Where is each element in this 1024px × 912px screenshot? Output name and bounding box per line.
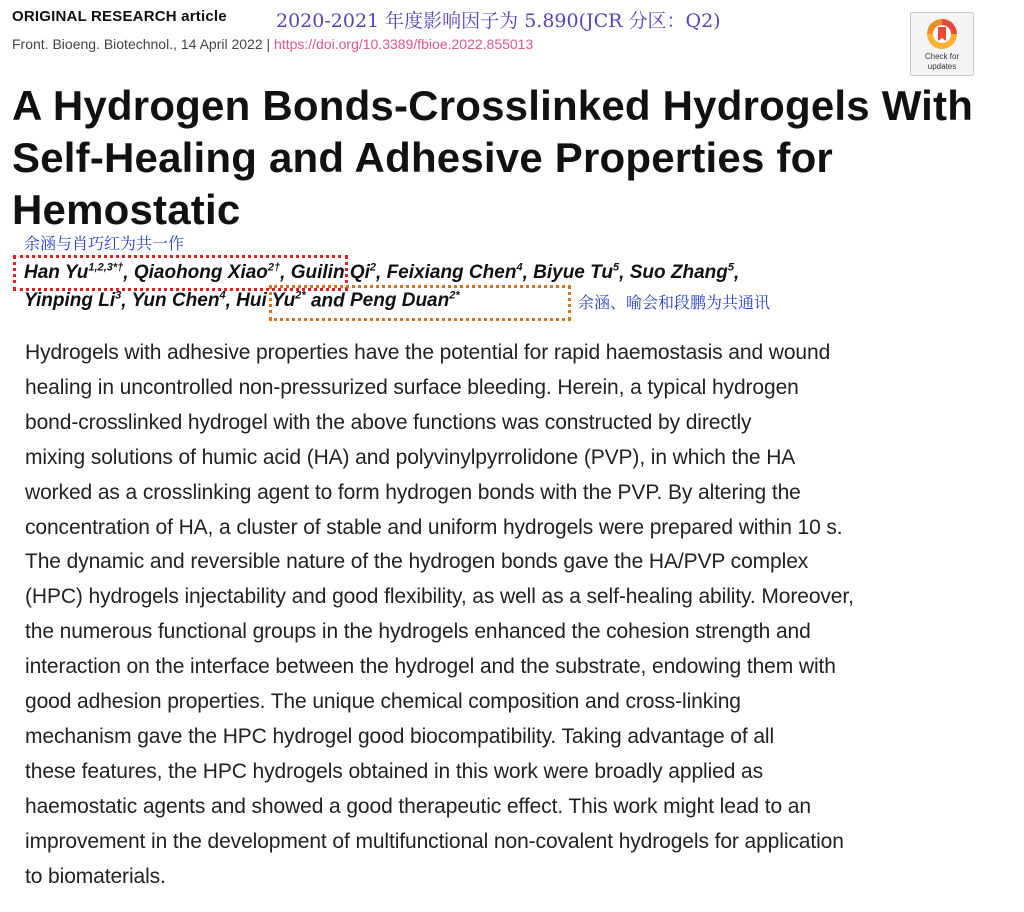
abstract-line: mechanism gave the HPC hydrogel good biocompatibility. Taking advantage of all [25, 724, 775, 748]
co-corresponding-highlight-box [269, 285, 571, 321]
abstract-line: mixing solutions of humic acid (HA) and polyvinylpyrrolidone (PVP), in which the HA [25, 445, 796, 469]
author-yinping-li[interactable]: Yinping Li$^3$ [24, 290, 122, 312]
co-first-author-note: 余涵与肖巧红为共一作 [24, 234, 185, 253]
abstract-line: haemostatic agents and showed a good therapeutic effect. This work might lead to an [25, 794, 811, 818]
author-qiaohong-xiao[interactable]: Qiaohong Xiao$^{2\dagger}$ [133, 262, 281, 284]
abstract-line: The dynamic and reversible nature of the hydrogen bonds gave the HA/PVP complex [25, 550, 809, 574]
authors-line-1: Han $Yu^{1,2,3*\dagger}$, Qiaohong Xiao$^{2\dagger}$, Guilin Qi$^2$, Feixiang Chen$^4$, Biyue Tu$^5$, Suo Zhang$^5$, [24, 262, 740, 284]
badge-label-1: Check for [924, 52, 960, 61]
abstract-line: improvement in the development of multifunctional non-covalent hydrogels for application [25, 829, 844, 853]
abstract-line: (HPC) hydrogels injectability and good flexibility, as well as a self-healing ability. Moreover, [25, 585, 854, 609]
abstract-line: good adhesion properties. The unique chemical composition and cross-linking [25, 690, 741, 714]
abstract-line: bond-crosslinked hydrogel with the above functions was constructed by directly [25, 410, 752, 434]
abstract [25, 336, 963, 895]
paper-title: A Hydrogen Bonds-Crosslinked Hydrogels With Self-Healing and Adhesive Properties for Hemostatic [12, 82, 974, 233]
abstract-line: Hydrogels with adhesive properties have the potential for rapid haemostasis and wound [25, 341, 831, 364]
abstract-line: worked as a crosslinking agent to form hydrogen bonds with the PVP. By altering the [25, 480, 801, 504]
authors-line-2: Yinping Li$^3$, Yun Chen$^4$, Hui $Yu^{2*}$ and Peng Duan$^{2*}$ [24, 290, 460, 312]
citation-prefix: Front. Bioeng. Biotechnol., 14 April 2022 | [12, 36, 275, 52]
author-yun-chen[interactable]: Yun Chen$^4$ [131, 290, 226, 312]
author-and-word: and [310, 290, 345, 312]
author-feixiang-chen[interactable]: Feixiang Chen$^4$ [386, 262, 523, 284]
abstract-line: interaction on the interface between the hydrogel and the substrate, endowing them with [25, 655, 836, 679]
author-hui-yu[interactable]: Hui $Yu^{2*}$ [236, 290, 306, 312]
author-han-yu[interactable]: Han $Yu^{1,2,3*\dagger}$ [24, 262, 124, 284]
co-corresponding-author-note: 余涵、喻会和段鹏为共通讯 [578, 293, 771, 312]
author-biyue-tu[interactable]: Biyue Tu$^5$ [533, 262, 620, 284]
author-suo-zhang[interactable]: Suo Zhang$^5$ [629, 262, 734, 284]
abstract-line: these features, the HPC hydrogels obtained in this work were broadly applied as [25, 759, 764, 783]
impact-factor-note: 2020-2021 年度影响因子为 5.890(JCR 分区：Q2) [276, 10, 721, 32]
abstract-line: to biomaterials. [25, 864, 166, 888]
article-type: ORIGINAL RESEARCH article [12, 8, 227, 25]
badge-label-2: updates [927, 62, 957, 71]
author-peng-duan[interactable]: Peng Duan$^{2*}$ [350, 290, 460, 312]
citation-line [12, 36, 533, 52]
abstract-line: the numerous functional groups in the hydrogels enhanced the cohesion strength and [25, 620, 811, 644]
abstract-line: concentration of HA, a cluster of stable and uniform hydrogels were prepared within 10 s. [25, 515, 843, 539]
author-guilin-qi[interactable]: Guilin Qi$^2$ [290, 262, 377, 284]
abstract-line: healing in uncontrolled non-pressurized surface bleeding. Herein, a typical hydrogen [25, 375, 799, 399]
check-updates-icon [926, 17, 958, 51]
check-for-updates-badge[interactable] [910, 12, 974, 76]
doi-link[interactable]: https://doi.org/10.3389/fbioe.2022.855013 [274, 36, 534, 52]
